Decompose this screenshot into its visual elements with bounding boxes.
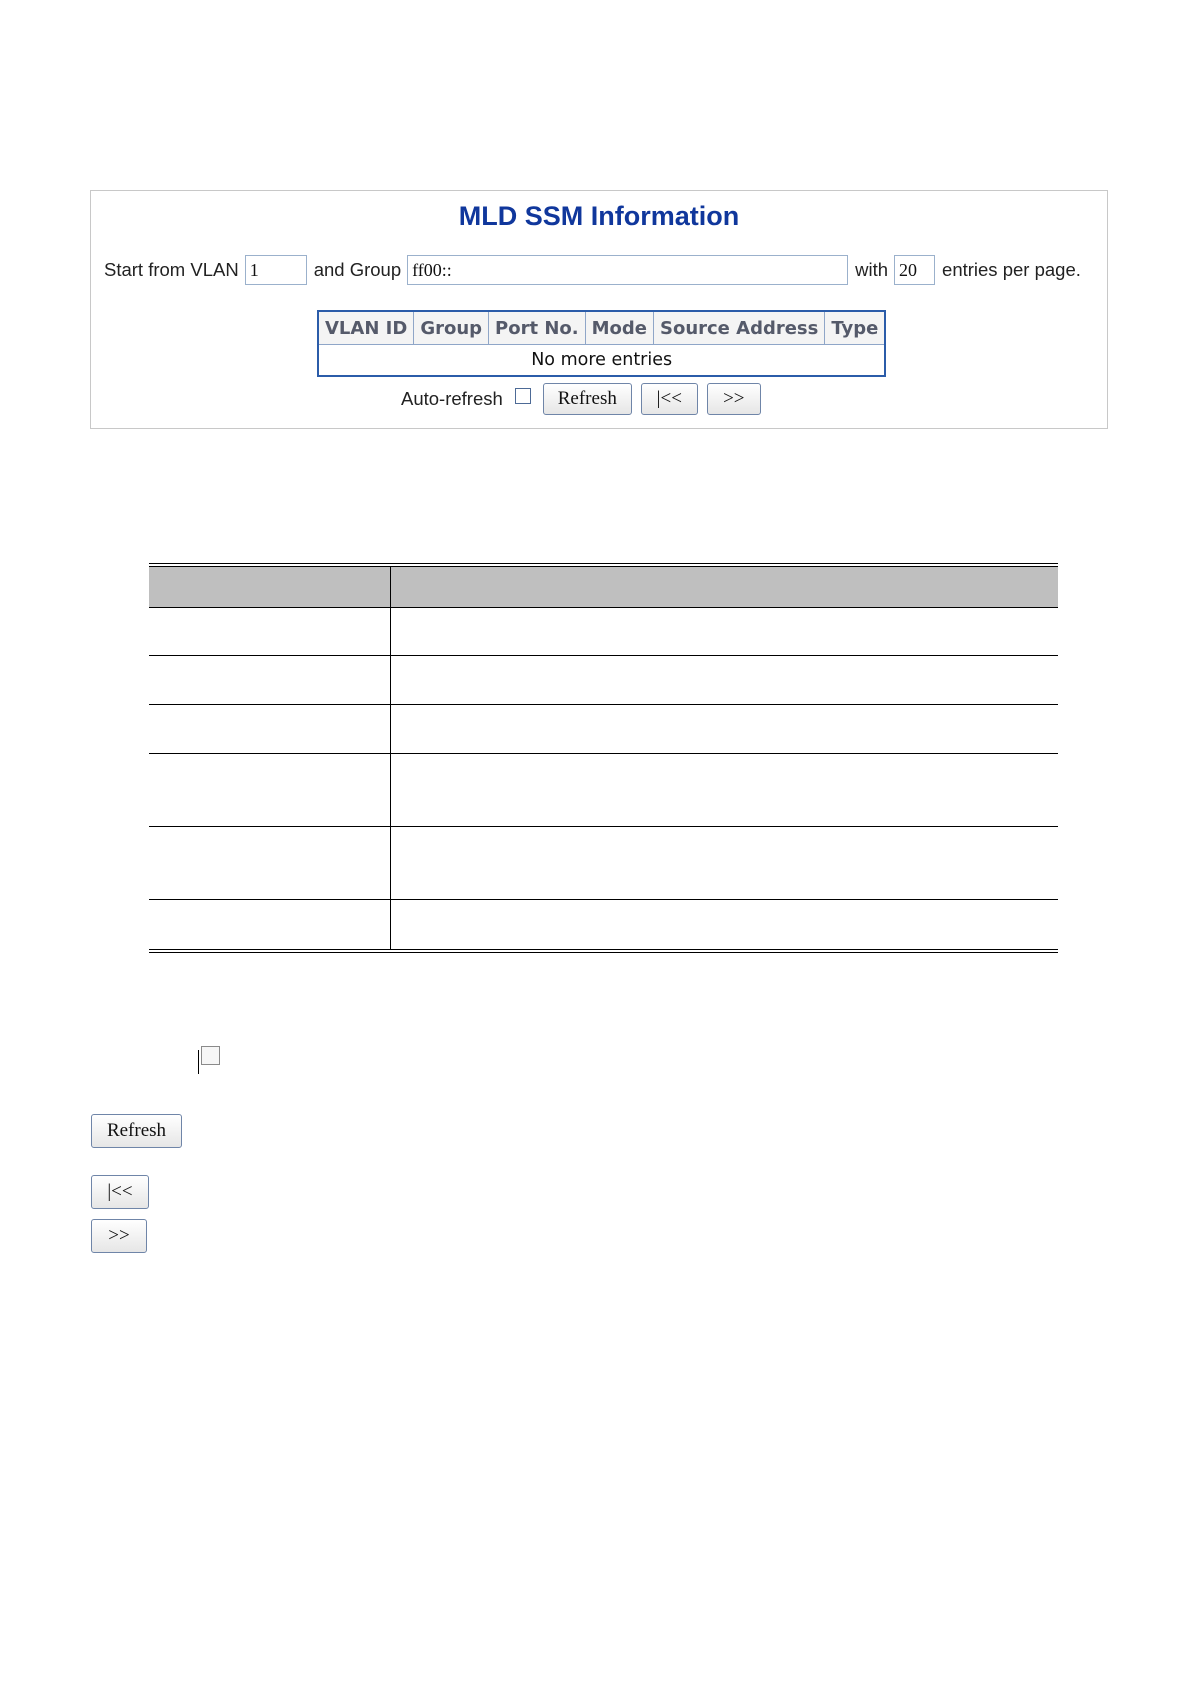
col-mode: Mode (585, 311, 653, 345)
col-group: Group (414, 311, 489, 345)
start-vlan-input[interactable] (245, 255, 307, 285)
group-input[interactable] (407, 255, 848, 285)
text-cursor (198, 1050, 199, 1074)
auto-refresh-checkbox-sample[interactable] (201, 1046, 220, 1065)
col-type: Type (825, 311, 885, 345)
description-header-object (149, 567, 391, 607)
filter-row (104, 254, 1087, 286)
auto-refresh-checkbox[interactable] (515, 388, 531, 404)
col-port-no: Port No. (489, 311, 586, 345)
description-table (149, 563, 1058, 953)
table-row (318, 345, 885, 377)
first-page-button[interactable]: |<< (641, 383, 698, 415)
description-header-description (391, 567, 1058, 607)
page-title: MLD SSM Information (458, 201, 740, 231)
first-page-button-sample[interactable]: |<< (91, 1175, 149, 1209)
entries-per-page-label: entries per page. (942, 259, 1081, 280)
table-row (149, 705, 1058, 754)
group-label: and Group (313, 259, 402, 280)
empty-message: No more entries (318, 345, 885, 377)
table-row (149, 900, 1058, 949)
mld-ssm-panel (90, 190, 1108, 429)
auto-refresh-label: Auto-refresh (401, 388, 503, 409)
table-row (149, 754, 1058, 827)
next-page-button-sample[interactable]: >> (91, 1219, 147, 1253)
control-row (401, 382, 770, 416)
refresh-button[interactable]: Refresh (543, 383, 632, 415)
entries-per-page-input[interactable] (894, 255, 935, 285)
table-row (149, 656, 1058, 705)
table-row (149, 608, 1058, 656)
with-label: with (855, 259, 889, 280)
next-page-button[interactable]: >> (707, 383, 761, 415)
start-vlan-label: Start from VLAN (104, 259, 239, 280)
col-source-address: Source Address (653, 311, 824, 345)
refresh-button-sample[interactable]: Refresh (91, 1114, 182, 1148)
table-row (149, 827, 1058, 900)
col-vlan-id: VLAN ID (318, 311, 414, 345)
ssm-table (317, 310, 886, 377)
table-header-row (318, 311, 885, 345)
description-header-row (149, 567, 1058, 608)
